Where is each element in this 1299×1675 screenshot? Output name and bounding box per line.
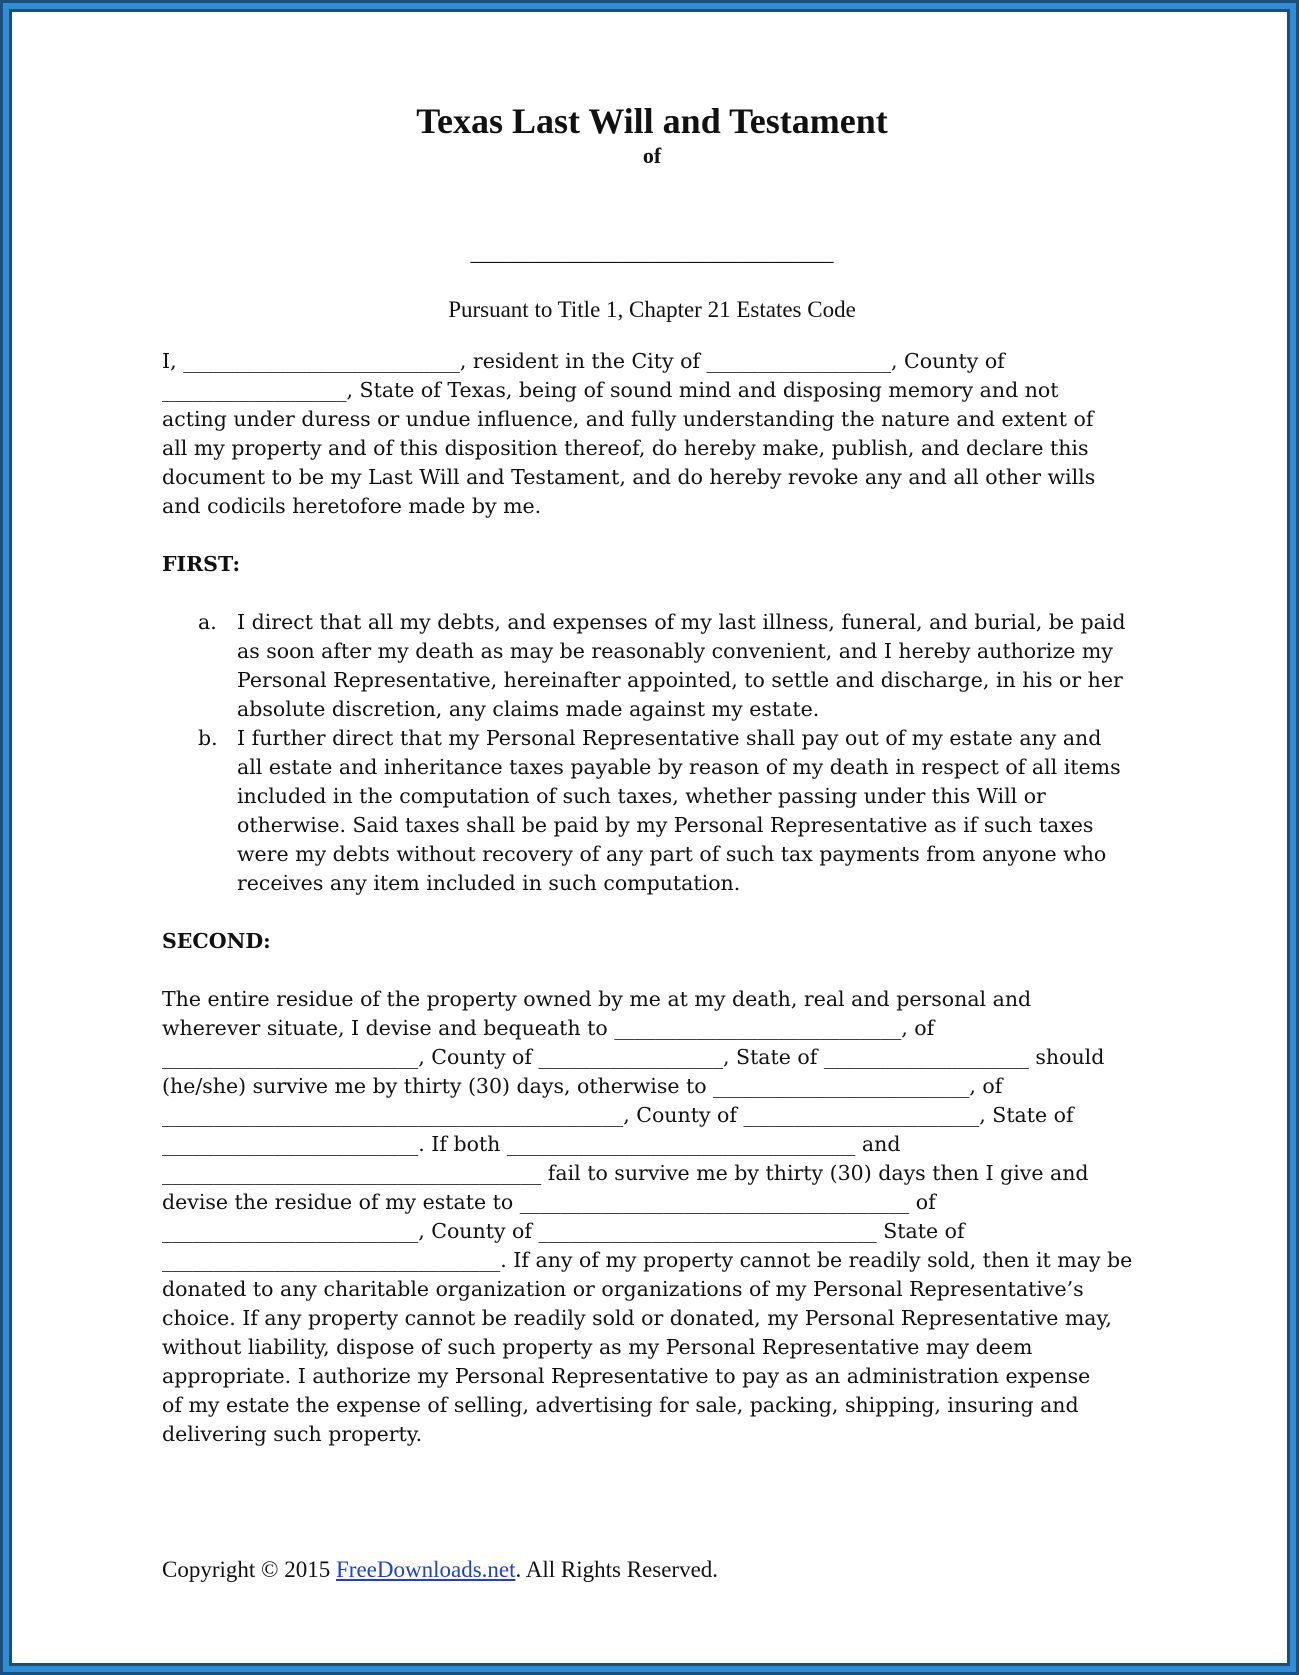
second-paragraph [162, 985, 1142, 1449]
list-item-line: as soon after my death as may be reasonably convenient, and I hereby authorize my [237, 639, 1113, 664]
first-list [162, 608, 1142, 898]
intro-paragraph [162, 347, 1142, 521]
second-line: The entire residue of the property owned by me at my death, real and personal and [162, 987, 1032, 1012]
second-line: _____________________________________________, County of _______________________, State of [162, 1103, 1074, 1128]
copyright-suffix: . All Rights Reserved. [515, 1557, 719, 1582]
second-line: of my estate the expense of selling, advertising for sale, packing, shipping, insuring and [162, 1393, 1079, 1418]
list-item-line: all estate and inheritance taxes payable by reason of my death in respect of all items [237, 755, 1121, 780]
list-item-line: absolute discretion, any claims made against my estate. [237, 697, 820, 722]
second-line: without liability, dispose of such property as my Personal Representative may deem [162, 1335, 1033, 1360]
second-line: (he/she) survive me by thirty (30) days, otherwise to _________________________, of [162, 1074, 1003, 1099]
list-item-line: Personal Representative, hereinafter appointed, to settle and discharge, in his or her [237, 668, 1123, 693]
list-item-line: included in the computation of such taxes, whether passing under this Will or [237, 784, 1046, 809]
second-line: _________________________________. If any of my property cannot be readily sold, then it may be [162, 1248, 1133, 1273]
second-line: wherever situate, I devise and bequeath to ____________________________, of [162, 1016, 935, 1041]
second-heading: SECOND: [162, 929, 271, 954]
list-item-line: otherwise. Said taxes shall be paid by my Personal Representative as if such taxes [237, 813, 1094, 838]
intro-line: I, ___________________________, resident in the City of __________________, County of [162, 349, 1005, 374]
testator-name-blank[interactable]: _________________________________ [470, 239, 834, 265]
list-marker: b. [198, 726, 218, 751]
second-line: donated to any charitable organization or organizations of my Personal Representative’s [162, 1277, 1084, 1302]
intro-line: all my property and of this disposition thereof, do hereby make, publish, and declare this [162, 436, 1089, 461]
copyright-footer [162, 1557, 718, 1583]
second-line: _________________________, County of _________________________________ State of [162, 1219, 965, 1244]
intro-line: acting under duress or undue influence, and fully understanding the nature and extent of [162, 407, 1094, 432]
second-line: _________________________, County of __________________, State of ____________________ should [162, 1045, 1105, 1070]
list-marker: a. [198, 610, 217, 635]
list-item [162, 608, 1142, 724]
list-item-line: I direct that all my debts, and expenses of my last illness, funeral, and burial, be paid [237, 610, 1126, 635]
second-line: _____________________________________ fail to survive me by thirty (30) days then I give and [162, 1161, 1089, 1186]
freedownloads-link[interactable]: FreeDownloads.net [336, 1557, 516, 1582]
second-line: choice. If any property cannot be readily sold or donated, my Personal Representative may, [162, 1306, 1112, 1331]
intro-line: document to be my Last Will and Testament, and do hereby revoke any and all other wills [162, 465, 1096, 490]
document-title: Texas Last Will and Testament [416, 101, 888, 141]
document-page [162, 100, 1142, 1449]
list-item-line: were my debts without recovery of any part of such tax payments from anyone who [237, 842, 1107, 867]
second-line: delivering such property. [162, 1422, 423, 1447]
document-of: of [642, 143, 662, 169]
intro-line: and codicils heretofore made by me. [162, 494, 542, 519]
intro-line: __________________, State of Texas, being of sound mind and disposing memory and not [162, 378, 1059, 403]
second-line: appropriate. I authorize my Personal Representative to pay as an administration expense [162, 1364, 1091, 1389]
list-item [162, 724, 1142, 898]
copyright-prefix: Copyright © 2015 [162, 1557, 337, 1582]
pursuant-statement: Pursuant to Title 1, Chapter 21 Estates Code [448, 296, 856, 322]
second-line: _________________________. If both __________________________________ and [162, 1132, 901, 1157]
first-heading: FIRST: [162, 552, 241, 577]
second-line: devise the residue of my estate to ______________________________________ of [162, 1190, 936, 1215]
list-item-line: I further direct that my Personal Representative shall pay out of my estate any and [237, 726, 1102, 751]
list-item-line: receives any item included in such computation. [237, 871, 741, 896]
